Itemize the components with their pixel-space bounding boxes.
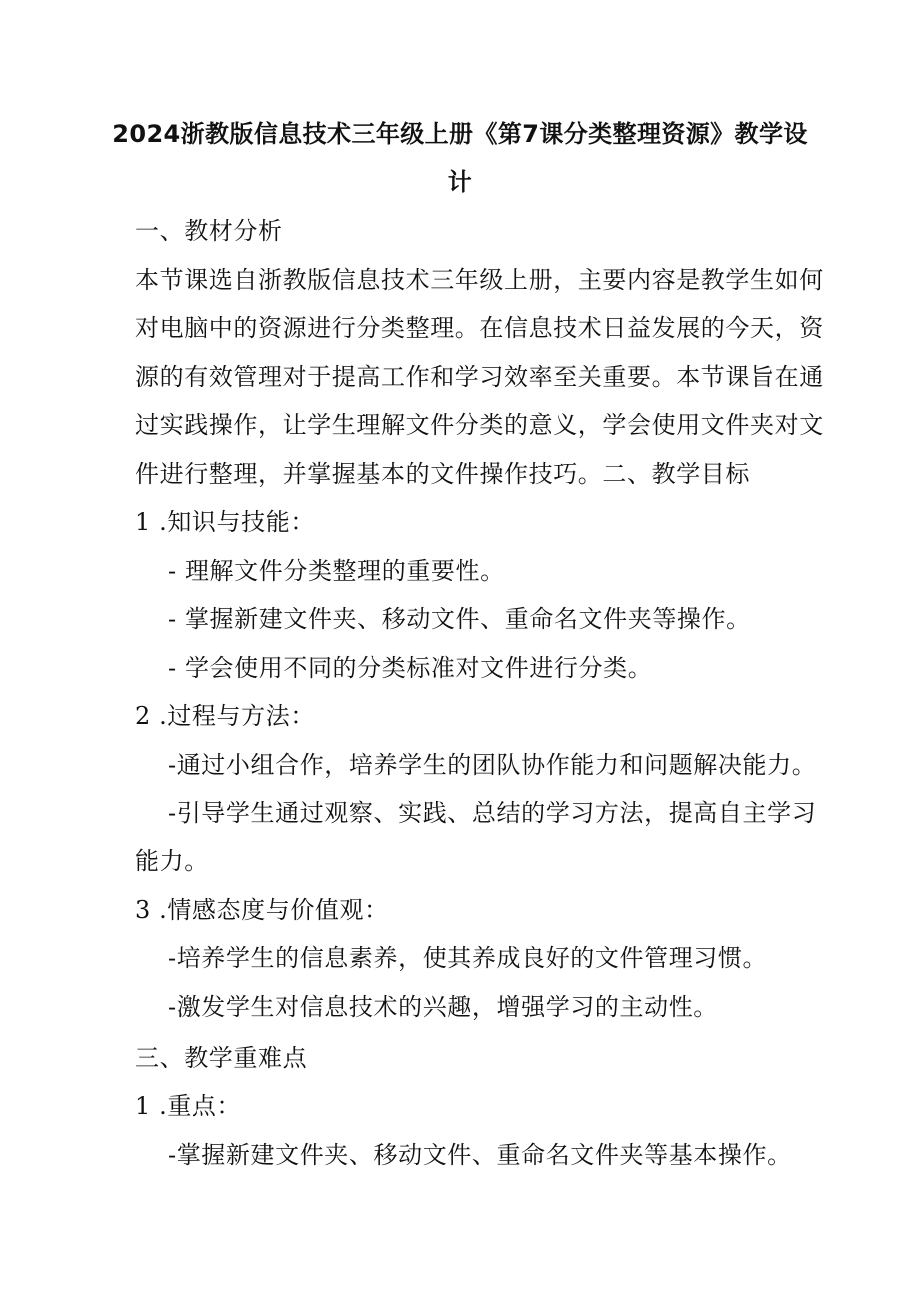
list-item-continuation: 能力。 (135, 847, 209, 875)
list-item: - 学会使用不同的分类标准对文件进行分类。 (168, 654, 653, 682)
paragraph-line: 对电脑中的资源进行分类整理。在信息技术日益发展的今天，资 (135, 314, 824, 342)
list-item: -培养学生的信息素养，使其养成良好的文件管理习惯。 (168, 944, 768, 972)
list-item: -通过小组合作，培养学生的团队协作能力和问题解决能力。 (168, 751, 817, 779)
section-heading-key-points: 三、教学重难点 (135, 1044, 308, 1072)
goal-heading-attitude: 3 .情感态度与价值观： (135, 896, 389, 924)
list-item: - 理解文件分类整理的重要性。 (168, 557, 505, 585)
list-item: -掌握新建文件夹、移动文件、重命名文件夹等基本操作。 (168, 1141, 792, 1169)
paragraph-line: 本节课选自浙教版信息技术三年级上册，主要内容是教学生如何 (135, 266, 824, 294)
paragraph-line: 件进行整理，并掌握基本的文件操作技巧。二、教学目标 (135, 460, 750, 488)
document-title-line2: 计 (447, 168, 473, 196)
key-heading-focus: 1 .重点： (135, 1092, 242, 1120)
paragraph-line: 源的有效管理对于提高工作和学习效率至关重要。本节课旨在通 (135, 363, 824, 391)
list-item: -激发学生对信息技术的兴趣，增强学习的主动性。 (168, 993, 718, 1021)
goal-heading-process: 2 .过程与方法： (135, 702, 315, 730)
paragraph-line: 过实践操作，让学生理解文件分类的意义，学会使用文件夹对文 (135, 411, 824, 439)
goal-heading-knowledge: 1 .知识与技能： (135, 508, 315, 536)
section-heading-materials: 一、教材分析 (135, 217, 283, 245)
document-title-line1: 2024浙教版信息技术三年级上册《第7课分类整理资源》教学设 (112, 120, 808, 148)
list-item: -引导学生通过观察、实践、总结的学习方法，提高自主学习 (168, 799, 817, 827)
list-item: - 掌握新建文件夹、移动文件、重命名文件夹等操作。 (168, 605, 751, 633)
